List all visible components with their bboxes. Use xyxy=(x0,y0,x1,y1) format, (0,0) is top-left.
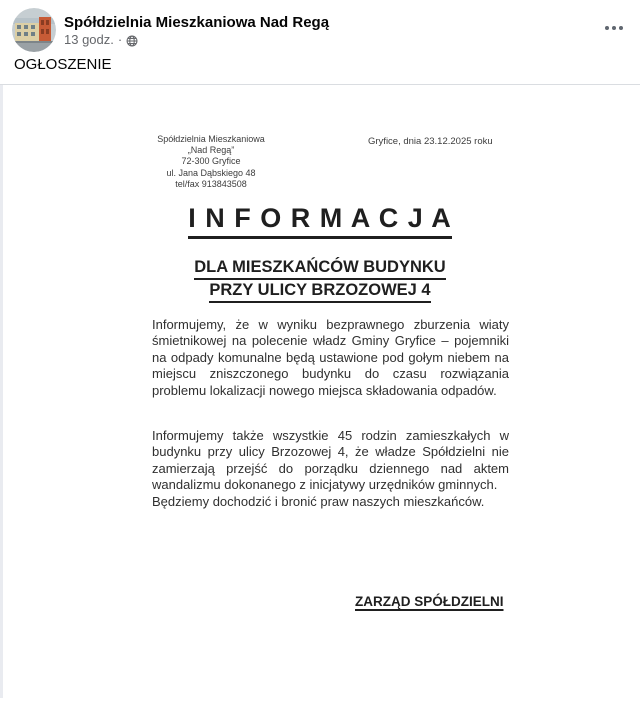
document-scan xyxy=(0,85,640,710)
page-name[interactable]: Spółdzielnia Mieszkaniowa Nad Regą xyxy=(64,14,330,31)
meta-separator: · xyxy=(117,32,123,47)
document-subtitle-line2: PRZY ULICY BRZOZOWEJ 4 xyxy=(209,280,430,303)
document-paragraph-2: Informujemy także wszystkie 45 rodzin zamieszkałych w budynku przy ulicy Brzozowej 4, że władze Spółdzielni nie zamierzają przejść do porządku dziennego nad aktem wandalizmu dokonanego z inicjatywy urzędników gminnych. xyxy=(152,428,509,493)
letterhead-line: tel/fax 913843508 xyxy=(175,178,247,189)
dot-icon xyxy=(619,26,623,30)
page-avatar[interactable] xyxy=(12,8,56,52)
letterhead-line: „Nad Regą” xyxy=(187,145,235,156)
document-title: I N F O R M A C J A xyxy=(188,203,452,239)
post-options-button[interactable] xyxy=(598,14,630,42)
post-timestamp[interactable]: 13 godz. xyxy=(64,32,114,47)
document-date: Gryfice, dnia 23.12.2025 roku xyxy=(368,136,493,147)
document-subtitle xyxy=(0,257,640,303)
dot-icon xyxy=(612,26,616,30)
letterhead-line: Spółdzielnia Mieszkaniowa xyxy=(157,134,265,144)
document-subtitle-line1: DLA MIESZKAŃCÓW BUDYNKU xyxy=(194,257,445,280)
document-paragraph-block-2 xyxy=(152,428,509,510)
building-photo-icon xyxy=(12,8,56,52)
document-paragraph-3: Będziemy dochodzić i bronić praw naszych mieszkańców. xyxy=(152,493,485,509)
post-meta xyxy=(64,32,138,48)
post-header xyxy=(0,0,640,56)
letterhead-line: ul. Jana Dąbskiego 48 xyxy=(166,167,256,178)
document-letterhead xyxy=(146,134,276,190)
document-paragraph-1: Informujemy, że w wyniku bezprawnego zburzenia wiaty śmietnikowej na polecenie władz Gminy Gryfice – pojemniki na odpady komunalne będą ustawione pod gołym niebem na miejscu zniszczonego budynku do czasu rozwiązania problemu lokalizacji nowego miejsca składowania odpadów. xyxy=(152,317,509,398)
globe-privacy-icon xyxy=(126,35,138,47)
document-signature: ZARZĄD SPÓŁDZIELNI xyxy=(355,594,504,609)
post-text: OGŁOSZENIE xyxy=(14,56,112,73)
letterhead-line: 72-300 Gryfice xyxy=(181,156,241,167)
document-title-wrap xyxy=(0,203,640,239)
post-image[interactable] xyxy=(0,85,640,710)
dot-icon xyxy=(605,26,609,30)
